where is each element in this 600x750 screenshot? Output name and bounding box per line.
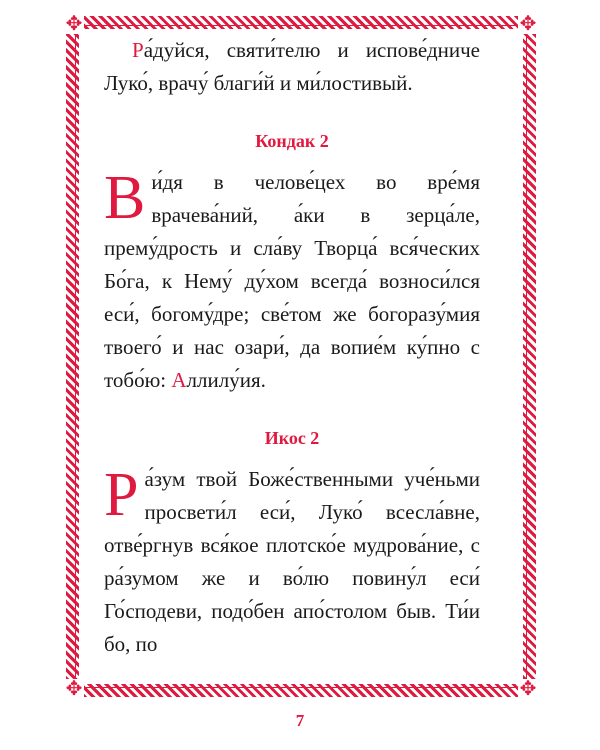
corner-ornament-icon: ✥ [65, 678, 83, 700]
corner-ornament-icon: ✥ [519, 13, 537, 35]
kontakion-heading: Кондак 2 [255, 131, 329, 151]
corner-ornament-icon: ✥ [65, 13, 83, 35]
opening-initial: Р [132, 38, 144, 62]
page-content [104, 34, 480, 661]
kontakion-drop-cap: В [104, 164, 146, 232]
ikos-paragraph [104, 463, 480, 661]
ikos-text: а́зум твой Боже́ственными уче́ньми просвети́л еси́, Луко́ всесла́вне, отве́ргнув вся́кое плотско́е мудрова́ние, с ра́зумом же и во́лю повину́л еси́ Го́сподеви, подо́бен апо́столом быв. Ти́и бо, по [104, 467, 480, 656]
kontakion-paragraph [104, 166, 480, 397]
corner-ornament-icon: ✥ [519, 678, 537, 700]
ikos-heading: Икос 2 [264, 428, 320, 448]
opening-paragraph [104, 34, 480, 100]
alleluia-rest: ллилу́ия. [186, 368, 266, 392]
page-number: 7 [295, 711, 305, 730]
opening-text: а́дуйся, святи́телю и испове́дниче Луко́, врачу́ благи́й и ми́лостивый. [104, 38, 480, 95]
kontakion-text: и́дя в челове́цех во вре́мя врачева́ний, а́ки в зерца́ле, прему́дрость и сла́ву Творца́ вся́ческих Бо́га, к Нему́ ду́хом всегда́ возноси́лся еси́, богому́дре; све́том же богоразу́мия твоего́ и нас озари́, да вопие́м ку́пно с тобо́ю: [104, 170, 480, 392]
ikos-drop-cap: Р [104, 461, 139, 529]
alleluia-initial: А [171, 368, 187, 392]
